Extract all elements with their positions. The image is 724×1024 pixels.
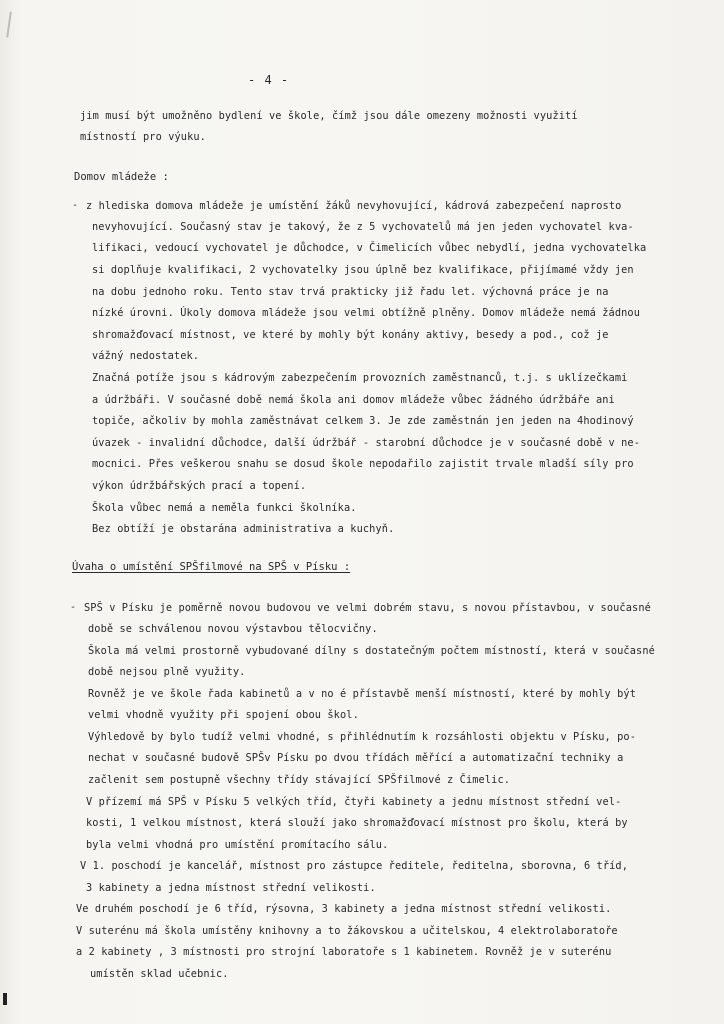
text-line: Ve druhém poschodí je 6 tříd, rýsovna, 3 kabinety a jedna místnost střední velikosti. <box>76 903 612 915</box>
text-line: Bez obtíží je obstarána administrativa a kuchyň. <box>92 523 395 535</box>
text-line: V suterénu má škola umístěny knihovny a to žákovskou a učitelskou, 4 elektrolaboratoře <box>76 925 618 937</box>
text-line: jim musí být umožněno bydlení ve škole, čímž jsou dále omezeny možnosti využití <box>80 110 578 122</box>
text-line: Škola vůbec nemá a neměla funkci školníka. <box>92 502 357 514</box>
text-line: na dobu jednoho roku. Tento stav trvá prakticky již řadu let. výchovná práce je na <box>92 286 609 298</box>
text-line: době nejsou plně využity. <box>88 666 246 678</box>
text-line: úvazek - invalidní důchodce, další údržbář - starobní důchodce je v současné době v ne- <box>92 437 641 449</box>
text-line: si doplňuje kvalifikaci, 2 vychovatelky jsou úplně bez kvalifikace, přijímamé vždy jen <box>92 264 634 276</box>
text-line: umístěn sklad učebnic. <box>90 968 229 980</box>
text-line: kosti, 1 velkou místnost, která slouží jako shromažďovací místnost pro školu, která by <box>86 817 628 829</box>
text-line: V 1. poschodí je kancelář, místnost pro zástupce ředitele, ředitelna, sborovna, 6 tříd, <box>80 860 629 872</box>
bullet-dash: - <box>70 602 77 613</box>
text-line: Rovněž je ve škole řada kabinetů a v no é přístavbě menší místností, které by mohly být <box>88 688 637 700</box>
text-line: nechat v současné budově SPŠv Písku po dvou třídách měřící a automatizační techniky a <box>88 752 624 764</box>
text-line: SPŠ v Písku je poměrně novou budovou ve velmi dobrém stavu, s novou přístavbou, v současné <box>84 602 651 614</box>
text-line: Výhledově by bylo tudíž velmi vhodné, s přihlédnutím k rozsáhlosti objektu v Písku, po- <box>88 731 637 743</box>
text-line: nízké úrovni. Úkoly domova mládeže jsou velmi obtížně plněny. Domov mládeže nemá žádnou <box>92 307 641 319</box>
bullet-dash: - <box>72 200 79 211</box>
text-line: velmi vhodně využity při spojení obou škol. <box>88 709 359 721</box>
text-line: začlenit sem postupně všechny třídy stávající SPŠfilmové z Čimelic. <box>88 774 511 786</box>
text-line: a 2 kabinety , 3 místnosti pro strojní laboratoře s 1 kabinetem. Rovněž je v suterénu <box>76 946 612 958</box>
text-line: výkon údržbářských prací a topení. <box>92 480 307 492</box>
corner-mark <box>6 12 18 39</box>
text-line: místností pro výuku. <box>80 131 206 143</box>
text-line: byla velmi vhodná pro umístění promítacího sálu. <box>86 839 389 851</box>
text-line: nevyhovující. Současný stav je takový, že z 5 vychovatelů má jen jeden vychovatel kva- <box>92 221 634 233</box>
text-line: shromažďovací místnost, ve které by mohly být konány aktivy, besedy a pod., což je <box>92 329 609 341</box>
text-line: vážný nedostatek. <box>92 350 200 362</box>
text-line: V přízemí má SPŠ v Písku 5 velkých tříd, čtyři kabinety a jednu místnost střední vel- <box>86 796 622 808</box>
page-number: - 4 - <box>248 73 290 87</box>
section-heading-domov: Domov mládeže : <box>74 171 169 183</box>
text-line: 3 kabinety a jedna místnost střední velikosti. <box>86 882 376 894</box>
margin-mark <box>3 993 7 1005</box>
text-line: a údržbáři. V současné době nemá škola ani domov mládeže vůbec žádného údržbáře ani <box>92 394 615 406</box>
text-line: době se schválenou novou výstavbou tělocvičny. <box>88 623 378 635</box>
text-line: lifikaci, vedoucí vychovatel je důchodce, v Čimelicích vůbec nebydlí, jedna vychovatelka <box>92 242 647 254</box>
text-line: topiče, ačkoliv by mohla zaměstnávat celkem 3. Je zde zaměstnán jen jeden na 4hodinový <box>92 415 634 427</box>
text-line: z hlediska domova mládeže je umístění žáků nevyhovující, kádrová zabezpečení naprosto <box>86 200 622 212</box>
text-line: Značná potíže jsou s kádrovým zabezpečením provozních zaměstnanců, t.j. s uklízečkami <box>92 372 628 384</box>
section-heading-uvaha: Úvaha o umístění SPŠfilmové na SPŠ v Písku : <box>72 561 351 573</box>
text-line: Škola má velmi prostorně vybudované dílny s dostatečným počtem místností, která v současné <box>88 645 655 657</box>
text-line: mocnici. Přes veškerou snahu se dosud škole nepodařilo zajistit trvale mladší síly pro <box>92 458 634 470</box>
